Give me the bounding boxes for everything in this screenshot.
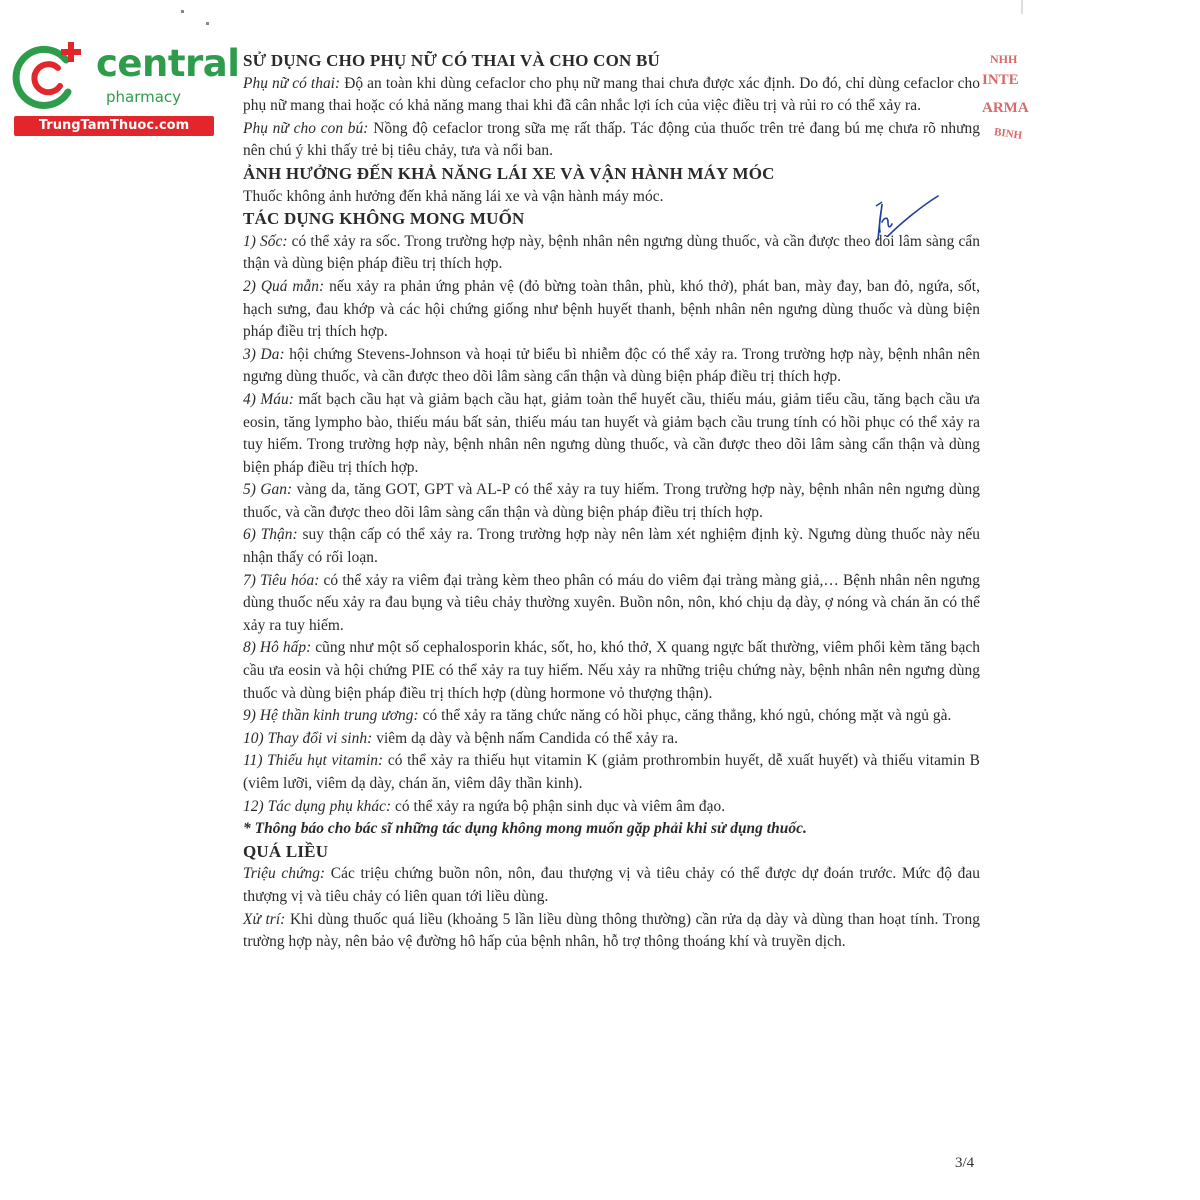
adverse-label: 4) Máu:: [243, 390, 294, 408]
paragraph-pregnant-women: [243, 73, 980, 118]
adverse-text: viêm dạ dày và bệnh nấm Candida có thể xảy ra.: [372, 729, 679, 747]
pharmacy-cross-icon: [10, 36, 92, 116]
adverse-text: có thể xảy ra thiếu hụt vitamin K (giảm prothrombin huyết, dễ xuất huyết) và thiếu vitamin B (viêm lưỡi, viêm dạ dày, chán ăn, viêm dây thần kinh).: [243, 752, 980, 792]
adverse-label: 2) Quá mẫn:: [243, 277, 325, 295]
document-body: [243, 50, 980, 954]
label-breastfeeding: Phụ nữ cho con bú:: [243, 119, 369, 137]
adverse-notice: * Thông báo cho bác sĩ những tác dụng không mong muốn gặp phải khi sử dụng thuốc.: [243, 820, 807, 838]
stamp-line-2: INTE: [982, 72, 1019, 88]
adverse-item-4: [243, 389, 980, 479]
logo-url-badge[interactable]: TrungTamThuoc.com: [14, 116, 214, 136]
red-stamp: [984, 48, 1044, 158]
adverse-text: nếu xảy ra phản ứng phản vệ (đỏ bừng toàn thân, phù, khó thở), phát ban, mày đay, ban đỏ, ngứa, sốt, hạch sưng, đau khớp và các hội chứng giống như bệnh huyết thanh, bệnh nhân nên ngưng dùng thuốc và dùng biện pháp điều trị thích hợp.: [243, 277, 980, 341]
logo-name: central: [96, 42, 240, 85]
adverse-text: hội chứng Stevens-Johnson và hoại tử biểu bì nhiễm độc có thể xảy ra. Trong trường hợp này, bệnh nhân nên ngưng dùng thuốc, và cần được theo dõi lâm sàng cẩn thận và dùng biện pháp điều trị thích hợp.: [243, 345, 981, 386]
adverse-item-10: [243, 728, 980, 751]
adverse-label: 6) Thận:: [243, 526, 298, 544]
adverse-item-2: [243, 276, 980, 344]
adverse-text: cũng như một số cephalosporin khác, sốt, ho, khó thở, X quang ngực bất thường, viêm phổi kèm tăng bạch cầu ưa eosin và hội chứng PIE có thể xảy ra tuy hiếm. Nếu xảy ra những triệu chứng này, bệnh nhân nên ngưng dùng thuốc và dùng biện pháp điều trị thích hợp (dùng hormone vỏ thượng thận).: [243, 639, 980, 702]
scan-dust-marks: [0, 0, 1200, 30]
adverse-text: vàng da, tăng GOT, GPT và AL-P có thể xảy ra tuy hiếm. Trong trường hợp này, bệnh nhân nên ngưng dùng thuốc, và cần được theo dõi lâm sàng cẩn thận và dùng biện pháp điều trị thích hợp.: [243, 481, 980, 521]
heading-overdose: QUÁ LIỀU: [243, 841, 329, 861]
adverse-text: mất bạch cầu hạt và giảm bạch cầu hạt, giảm toàn thể huyết cầu, thiếu máu, giảm tiểu cầu, tăng bạch cầu ưa eosin, tăng lympho bào, thiếu máu bất sản, thiếu máu tan huyết và giảm bạch cầu trung tính có hồi phục có thể xảy ra tuy hiếm. Trong trường hợp này, bệnh nhân nên ngưng dùng thuốc, và cần được theo dõi lâm sàng cẩn thận và dùng biện pháp điều trị thích hợp.: [243, 390, 981, 476]
adverse-item-3: [243, 344, 980, 389]
adverse-item-1: [243, 231, 980, 276]
label-symptoms: Triệu chứng:: [243, 865, 326, 883]
page-number: 3/4: [955, 1155, 975, 1171]
adverse-label: 8) Hô hấp:: [243, 639, 312, 657]
adverse-item-9: [243, 705, 980, 728]
adverse-item-8: [243, 637, 980, 705]
paragraph-symptoms: [243, 863, 980, 908]
logo-subtitle: pharmacy: [106, 88, 182, 106]
label-pregnant-women: Phụ nữ có thai:: [243, 74, 341, 92]
central-pharmacy-logo[interactable]: [10, 36, 240, 136]
text-symptoms: Các triệu chứng buồn nôn, nôn, đau thượng vị và tiêu chảy có thể được dự đoán trước. Mức độ đau thượng vị và tiêu chảy có liên quan tới liều dùng.: [243, 865, 981, 905]
adverse-label: 12) Tác dụng phụ khác:: [243, 797, 392, 815]
label-treatment: Xử trí:: [243, 910, 286, 928]
adverse-label: 10) Thay đổi vi sinh:: [243, 729, 373, 747]
adverse-label: 9) Hệ thần kinh trung ương:: [243, 707, 419, 725]
text-pregnant-women: Độ an toàn khi dùng cefaclor cho phụ nữ mang thai chưa được xác định. Do đó, chỉ dùng cefaclor cho phụ nữ mang thai hoặc có khả năng mang thai khi đã cân nhắc lợi ích của việc điều trị và rủi ro có thể xảy ra.: [243, 74, 980, 115]
paragraph-treatment: [243, 909, 980, 954]
adverse-item-7: [243, 570, 980, 638]
adverse-label: 3) Da:: [243, 345, 285, 363]
adverse-text: có thể xảy ra sốc. Trong trường hợp này, bệnh nhân nên ngưng dùng thuốc, và cần được theo dõi lâm sàng cẩn thận và dùng biện pháp điều trị thích hợp.: [243, 232, 980, 273]
adverse-text: suy thận cấp có thể xảy ra. Trong trường hợp này nên làm xét nghiệm định kỳ. Ngưng dùng thuốc này nếu nhận thấy có rối loạn.: [243, 526, 980, 567]
stamp-line-1: NHH: [990, 52, 1018, 66]
heading-driving: ẢNH HƯỞNG ĐẾN KHẢ NĂNG LÁI XE VÀ VẬN HÀNH MÁY MÓC: [243, 163, 775, 183]
heading-pregnancy: SỬ DỤNG CHO PHỤ NỮ CÓ THAI VÀ CHO CON BÚ: [243, 51, 660, 70]
adverse-item-6: [243, 524, 980, 569]
paragraph-breastfeeding: [243, 118, 980, 163]
stamp-line-4: BINH: [993, 126, 1023, 142]
stamp-line-3: ARMA: [982, 100, 1029, 116]
adverse-item-12: [243, 796, 980, 819]
adverse-label: 11) Thiếu hụt vitamin:: [243, 752, 384, 770]
adverse-text: có thể xảy ra tăng chức năng có hồi phục, căng thẳng, khó ngủ, chóng mặt và ngủ gà.: [418, 707, 952, 725]
text-driving: Thuốc không ảnh hưởng đến khả năng lái xe và vận hành máy móc.: [243, 187, 664, 205]
adverse-label: 5) Gan:: [243, 481, 293, 499]
adverse-label: 1) Sốc:: [243, 232, 288, 250]
heading-adverse-effects: TÁC DỤNG KHÔNG MONG MUỐN: [243, 209, 525, 229]
adverse-text: có thể xảy ra viêm đại tràng kèm theo phân có máu do viêm đại tràng màng giả,… Bệnh nhân nên ngưng dùng thuốc nếu xảy ra đau bụng và tiêu chảy thường xuyên. Buồn nôn, nôn, khó chịu dạ dày, ợ nóng và chán ăn có thể xảy ra tuy hiếm.: [243, 571, 981, 634]
adverse-label: 7) Tiêu hóa:: [243, 571, 320, 589]
adverse-item-5: [243, 479, 980, 524]
text-breastfeeding: Nồng độ cefaclor trong sữa mẹ rất thấp. Tác động của thuốc trên trẻ đang bú mẹ chưa rõ nhưng nên chú ý khi thấy trẻ bị tiêu chảy, tưa và nổi ban.: [243, 119, 980, 160]
text-treatment: Khi dùng thuốc quá liều (khoảng 5 lần liều dùng thông thường) cần rửa dạ dày và dùng than hoạt tính. Trong trường hợp này, nên bảo vệ đường hô hấp của bệnh nhân, hỗ trợ thông thoáng khí và truyền dịch.: [243, 910, 980, 951]
adverse-item-11: [243, 750, 980, 795]
adverse-text: có thể xảy ra ngứa bộ phận sinh dục và viêm âm đạo.: [391, 797, 726, 815]
